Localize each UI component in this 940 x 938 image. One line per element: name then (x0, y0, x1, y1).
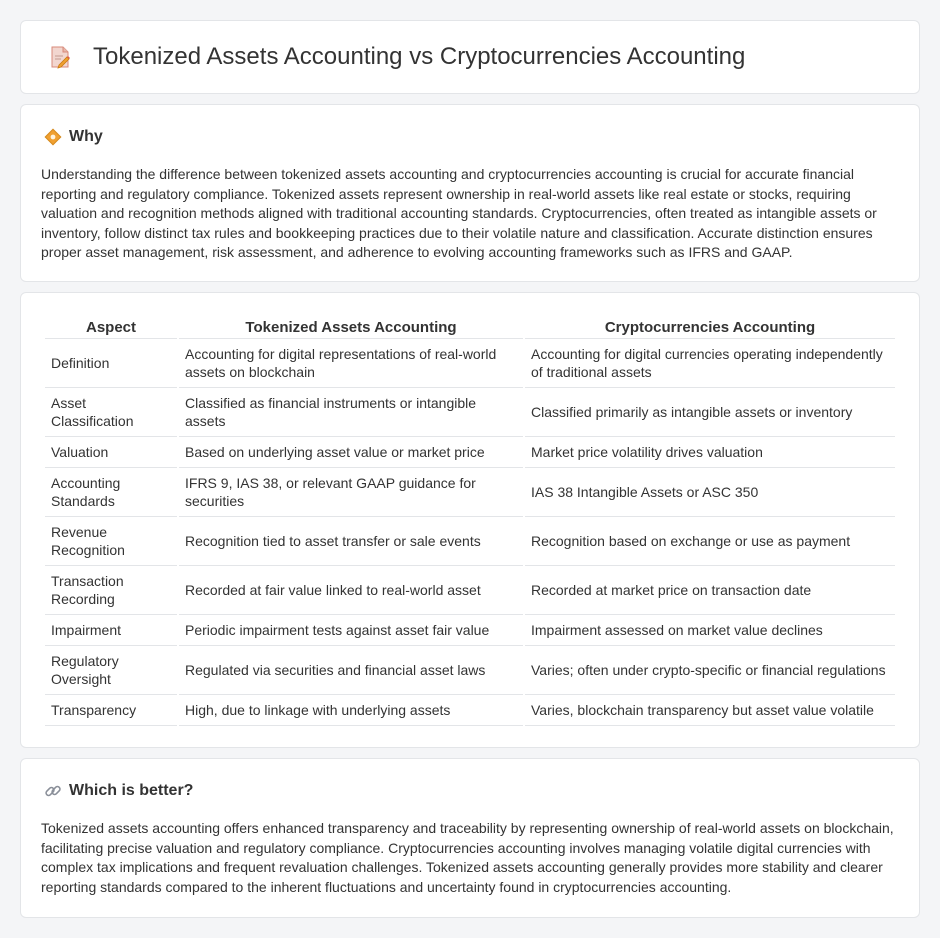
crypto-cell: Varies; often under crypto-specific or financial regulations (525, 646, 895, 695)
aspect-cell: Regulatory Oversight (45, 646, 177, 695)
page-title: Tokenized Assets Accounting vs Cryptocurrencies Accounting (93, 43, 746, 70)
table-row (45, 615, 895, 646)
better-text: Tokenized assets accounting offers enhanced transparency and traceability by representing ownership of real-world assets on blockchain, facilitating precise valuation and regulatory compliance. Cryptocurrencies accounting involves managing volatile digital currencies with complex tax implications and frequent revaluation challenges. Tokenized assets accounting generally provides more stability and clearer reporting standards compared to the inherent fluctuations and uncertainty found in cryptocurrencies accounting. (41, 820, 894, 895)
comparison-table (43, 317, 897, 726)
tokenized-cell: Regulated via securities and financial asset laws (179, 646, 523, 695)
better-title: Which is better? (69, 782, 194, 799)
crypto-cell: Classified primarily as intangible assets or inventory (525, 388, 895, 437)
crypto-cell: Accounting for digital currencies operating independently of traditional assets (525, 339, 895, 388)
tokenized-cell: Recognition tied to asset transfer or sale events (179, 517, 523, 566)
link-icon (43, 781, 63, 801)
crypto-cell: Impairment assessed on market value declines (525, 615, 895, 646)
aspect-cell: Definition (45, 339, 177, 388)
aspect-cell: Accounting Standards (45, 468, 177, 517)
table-header-row (45, 317, 895, 339)
why-title: Why (69, 128, 103, 145)
header-crypto: Cryptocurrencies Accounting (525, 317, 895, 339)
crypto-cell: IAS 38 Intangible Assets or ASC 350 (525, 468, 895, 517)
table-row (45, 388, 895, 437)
why-text: Understanding the difference between tokenized assets accounting and cryptocurrencies accounting is crucial for accurate financial reporting and regulatory compliance. Tokenized assets represent ownership in real-world assets like real estate or stocks, requiring valuation and recognition methods aligned with traditional accounting standards. Cryptocurrencies, often treated as intangible assets or inventory, follow distinct tax rules and bookkeeping practices due to their volatile nature and classification. Accurate distinction ensures proper asset management, risk assessment, and adherence to evolving accounting frameworks such as IFRS and GAAP. (41, 166, 877, 260)
header-aspect: Aspect (45, 317, 177, 339)
tokenized-cell: Periodic impairment tests against asset fair value (179, 615, 523, 646)
aspect-cell: Transaction Recording (45, 566, 177, 615)
aspect-cell: Transparency (45, 695, 177, 726)
table-row (45, 339, 895, 388)
table-row (45, 468, 895, 517)
table-row (45, 695, 895, 726)
crypto-cell: Varies, blockchain transparency but asset value volatile (525, 695, 895, 726)
tokenized-cell: Based on underlying asset value or market price (179, 437, 523, 468)
table-row (45, 566, 895, 615)
tokenized-cell: High, due to linkage with underlying assets (179, 695, 523, 726)
tokenized-cell: Classified as financial instruments or intangible assets (179, 388, 523, 437)
diamond-icon (43, 127, 63, 147)
aspect-cell: Revenue Recognition (45, 517, 177, 566)
table-row (45, 517, 895, 566)
crypto-cell: Recorded at market price on transaction date (525, 566, 895, 615)
title-card (20, 20, 920, 94)
crypto-cell: Recognition based on exchange or use as payment (525, 517, 895, 566)
table-row (45, 437, 895, 468)
aspect-cell: Impairment (45, 615, 177, 646)
document-pen-icon (47, 44, 73, 70)
comparison-table-card (20, 292, 920, 748)
tokenized-cell: IFRS 9, IAS 38, or relevant GAAP guidance for securities (179, 468, 523, 517)
aspect-cell: Valuation (45, 437, 177, 468)
table-row (45, 646, 895, 695)
which-is-better-section (20, 758, 920, 918)
aspect-cell: Asset Classification (45, 388, 177, 437)
crypto-cell: Market price volatility drives valuation (525, 437, 895, 468)
why-section (20, 104, 920, 282)
tokenized-cell: Accounting for digital representations of real-world assets on blockchain (179, 339, 523, 388)
tokenized-cell: Recorded at fair value linked to real-world asset (179, 566, 523, 615)
header-tokenized: Tokenized Assets Accounting (179, 317, 523, 339)
